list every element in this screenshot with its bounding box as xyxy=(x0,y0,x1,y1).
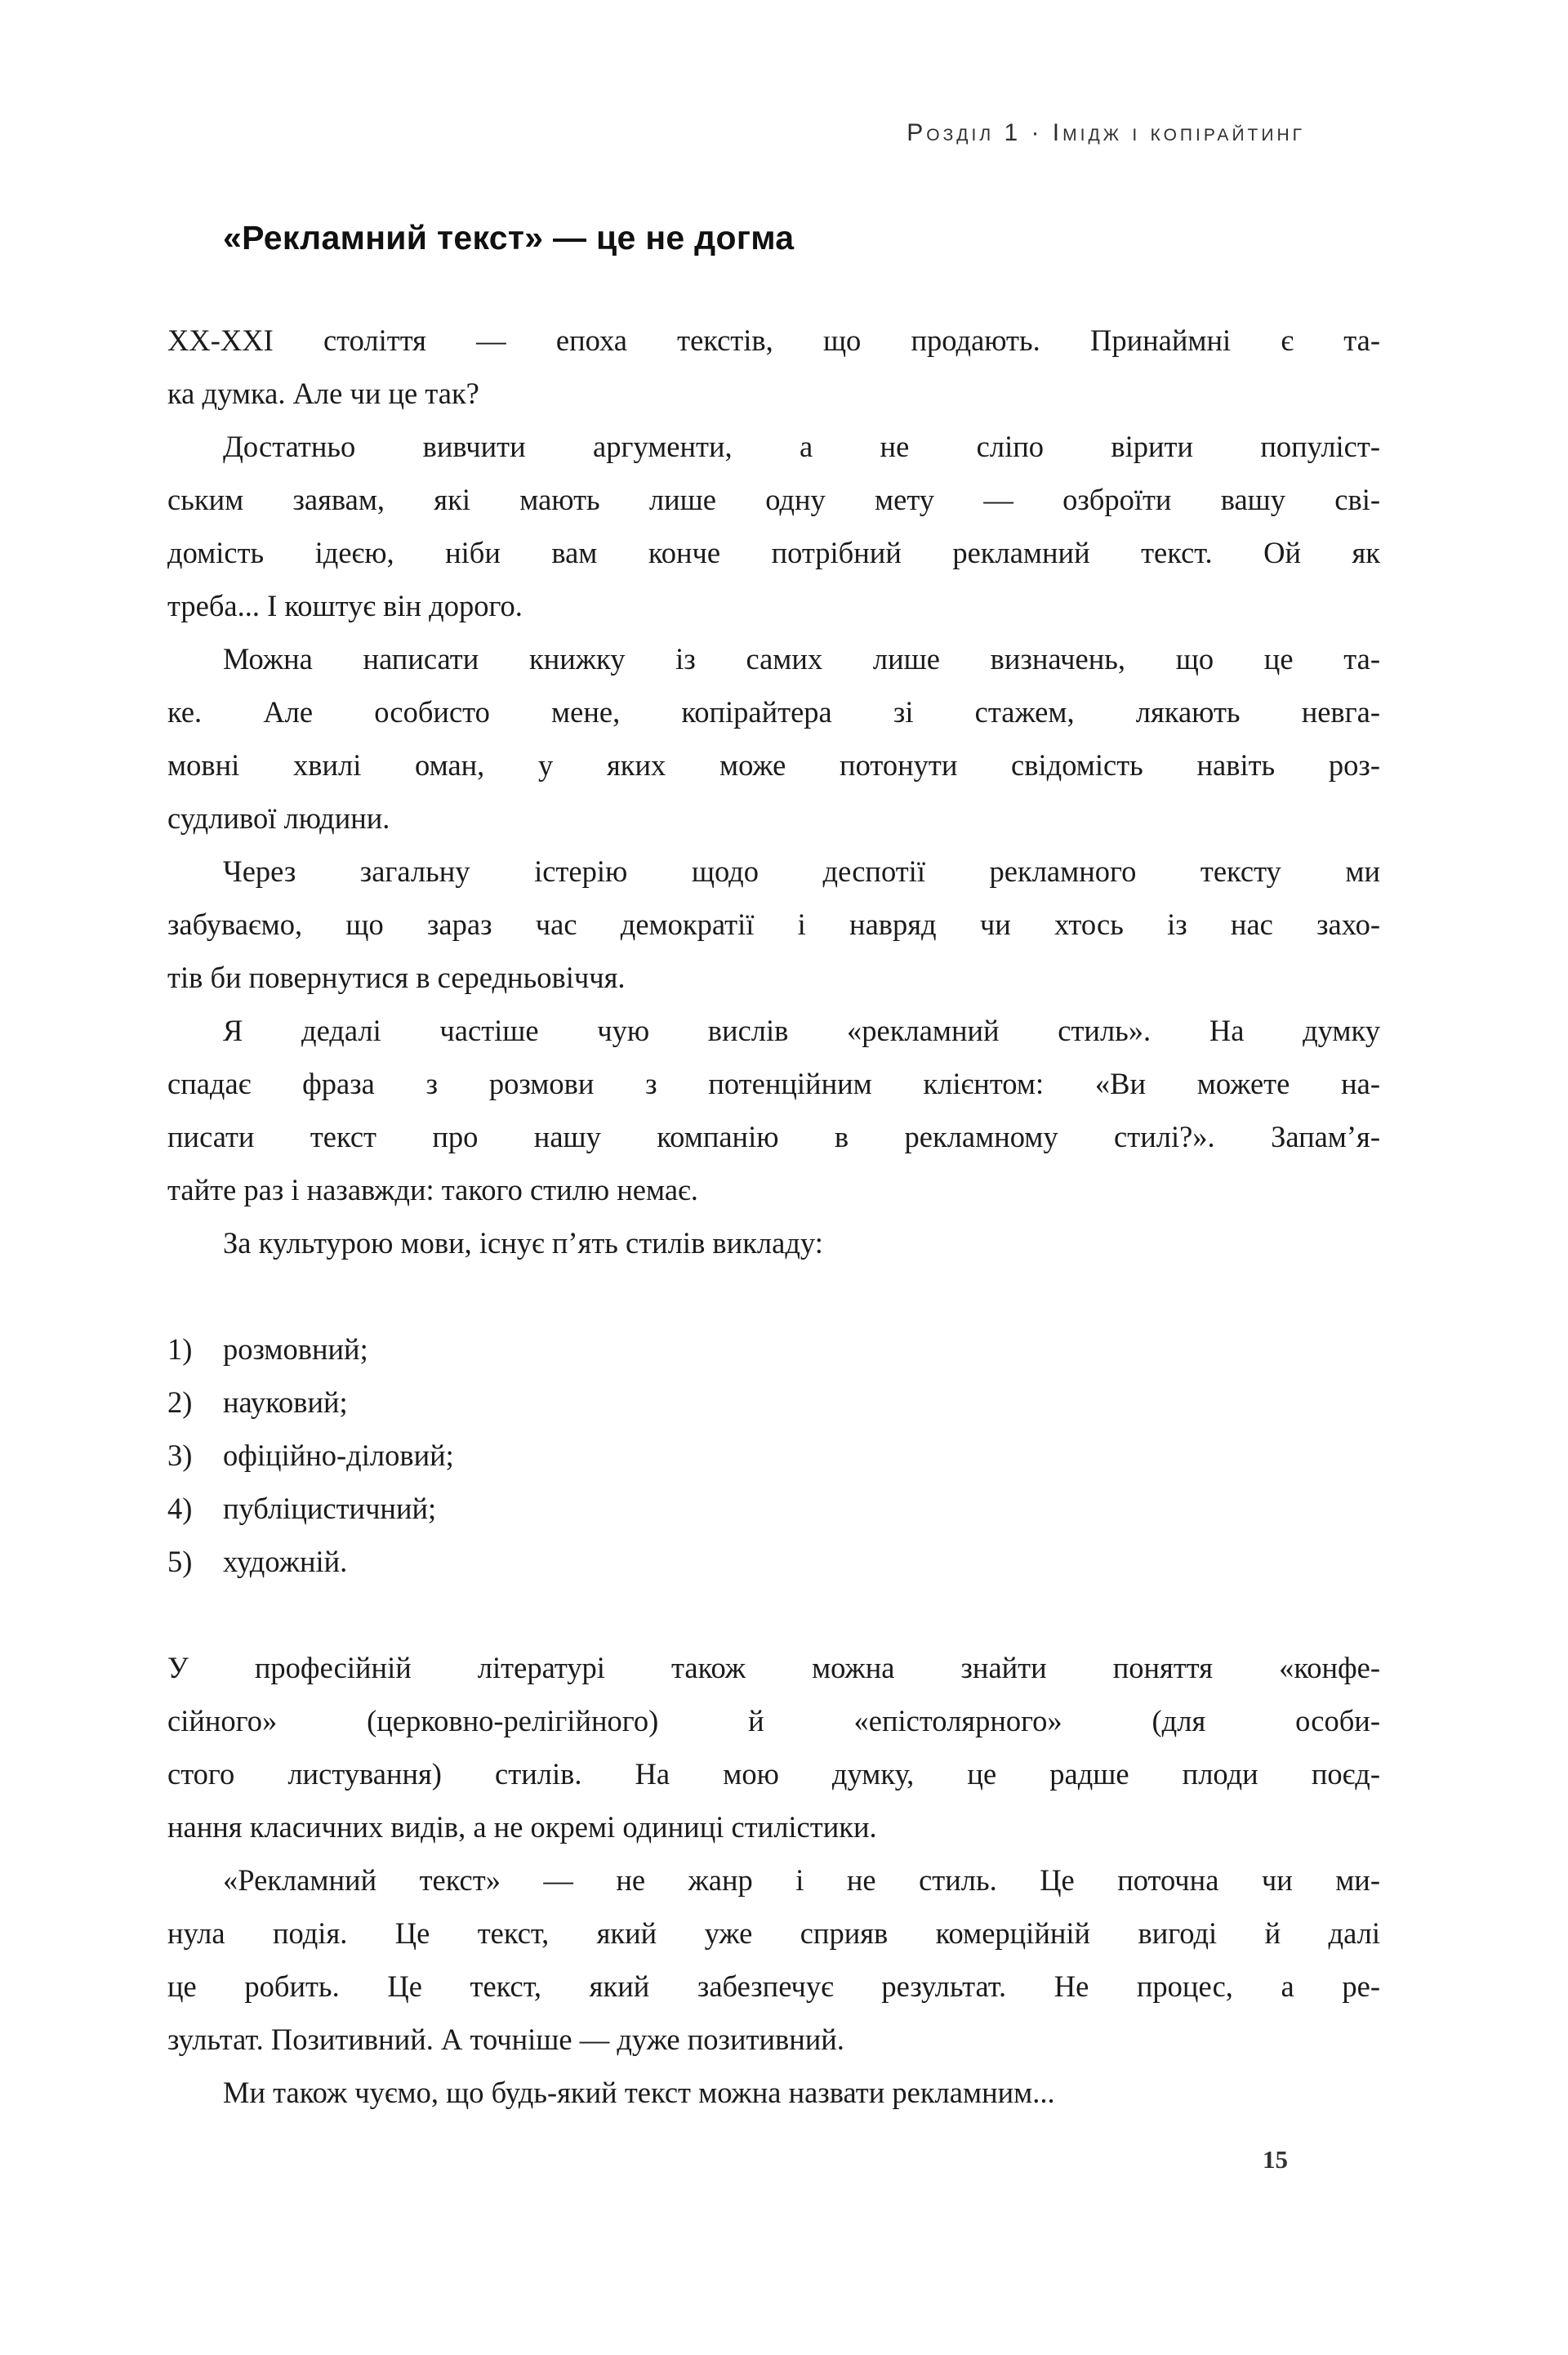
text-line: У професійній літературі також можна знайти поняття «конфе- xyxy=(167,1651,1380,1684)
text-line: Достатньо вивчити аргументи, а не сліпо вірити популіст- xyxy=(223,430,1380,463)
list-item-number: 5) xyxy=(167,1545,193,1578)
text-line: ка думка. Але чи це так? xyxy=(167,377,479,410)
text-line: нула подія. Це текст, який уже сприяв комерційній вигоді й далі xyxy=(167,1916,1380,1950)
list-item-text: публіцистичний; xyxy=(223,1492,437,1525)
text-line: ХХ-ХХІ століття — епоха текстів, що продають. Принаймні є та- xyxy=(167,323,1380,357)
list-item-number: 2) xyxy=(167,1385,193,1419)
text-line: тайте раз і назавжди: такого стилю немає. xyxy=(167,1173,698,1206)
page-number: 15 xyxy=(1263,2145,1288,2174)
list-item-number: 1) xyxy=(167,1332,193,1366)
text-line: мовні хвилі оман, у яких може потонути свідомість навіть роз- xyxy=(167,748,1380,782)
list-item xyxy=(167,1429,1380,1482)
list-item xyxy=(167,1482,1380,1535)
list-item-number: 4) xyxy=(167,1492,193,1525)
text-line: судливої людини. xyxy=(167,801,390,835)
text-line: нання класичних видів, а не окремі одиниці стилістики. xyxy=(167,1810,877,1844)
paragraph xyxy=(167,1641,1380,1853)
text-line: спадає фраза з розмови з потенційним клієнтом: «Ви можете на- xyxy=(167,1067,1380,1100)
text-line: домість ідеєю, ніби вам конче потрібний рекламний текст. Ой як xyxy=(167,536,1380,569)
text-line: За культурою мови, існує п’ять стилів викладу: xyxy=(223,1226,823,1260)
running-head: Розділ 1 · Імідж і копірайтинг xyxy=(906,119,1305,146)
text-line: Можна написати книжку із самих лише визначень, що це та- xyxy=(223,642,1380,676)
list-item-text: науковий; xyxy=(223,1385,348,1419)
paragraph xyxy=(167,1004,1380,1216)
text-line: сійного» (церковно-релігійного) й «епістолярного» (для особи- xyxy=(167,1704,1380,1737)
section-heading: «Рекламний текст» — це не догма xyxy=(223,219,795,256)
text-line: ке. Але особисто мене, копірайтера зі стажем, лякають невга- xyxy=(167,695,1380,729)
text-line: Ми також чуємо, що будь-який текст можна назвати рекламним... xyxy=(223,2076,1055,2109)
paragraph xyxy=(167,1853,1380,2066)
text-line: писати текст про нашу компанію в рекламному стилі?». Запам’я- xyxy=(167,1120,1380,1153)
paragraph xyxy=(167,1216,1380,1269)
list-item xyxy=(167,1322,1380,1376)
text-line: Я дедалі частіше чую вислів «рекламний стиль». На думку xyxy=(223,1014,1380,1047)
styles-list xyxy=(167,1322,1380,1588)
text-line: забуваємо, що зараз час демократії і навряд чи хтось із нас захо- xyxy=(167,908,1380,941)
text-line: Через загальну істерію щодо деспотії рекламного тексту ми xyxy=(223,854,1380,888)
paragraph xyxy=(167,314,1380,420)
text-line: треба... І коштує він дорого. xyxy=(167,589,523,622)
text-line: ським заявам, які мають лише одну мету — озброїти вашу сві- xyxy=(167,483,1380,516)
list-item xyxy=(167,1376,1380,1429)
text-line: стого листування) стилів. На мою думку, це радше плоди поєд- xyxy=(167,1757,1380,1791)
list-item-text: розмовний; xyxy=(223,1332,368,1366)
text-line: тів би повернутися в середньовіччя. xyxy=(167,961,626,994)
list-item-number: 3) xyxy=(167,1438,193,1472)
paragraph xyxy=(167,845,1380,1004)
text-line: зультат. Позитивний. А точніше — дуже позитивний. xyxy=(167,2023,844,2056)
list-item-text: художній. xyxy=(223,1545,348,1578)
paragraph xyxy=(167,2066,1380,2119)
list-item xyxy=(167,1535,1380,1588)
paragraph xyxy=(167,632,1380,845)
text-column xyxy=(167,314,1380,2119)
text-line: це робить. Це текст, який забезпечує результат. Не процес, а ре- xyxy=(167,1969,1380,2003)
paragraph xyxy=(167,420,1380,632)
list-item-text: офіційно-діловий; xyxy=(223,1438,454,1472)
text-line: «Рекламний текст» — не жанр і не стиль. Це поточна чи ми- xyxy=(223,1863,1380,1897)
